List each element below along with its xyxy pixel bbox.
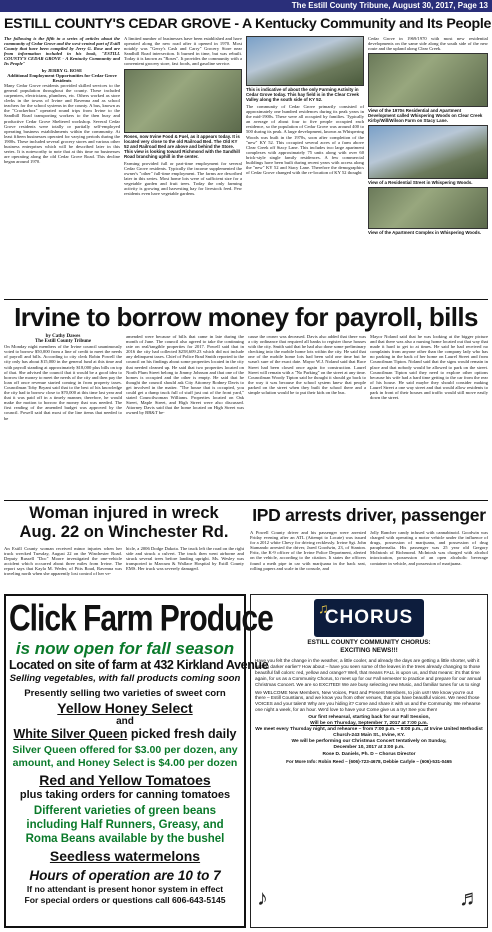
feature-col-2 [124,36,242,196]
irvine-body-4: Mayor Noland said that he was looking at the bigger picture and that there was also a nursing home located out that way that made it hard to get to at times. He said he had received no complaints from anyone other than the company lady who has no parking in the back of her home on Laurel Street and from Councilman Tipton. Noland said that the signs would remain in place and that nobody would be allowed to park on the street. Councilman Tipton said they need to explore other options because his wife had a hard time getting to the car from the rear of his house. He said maybe they should consider making Laurel Street a one way street and that would allow residents to park in front of their houses and traffic would still move easily down the street. [370,334,488,401]
produce-ad-yellow-honey: Yellow Honey Select [57,700,193,716]
ipd-body-2: Jolly Rancher candy infused with cannabinoid. Goodwin was charged with operating a motor vehicle under the influence of drugs, possession of marijuana, and possession of drug paraphernalia. His passenger was 25 year old Gregory McIntosh of Richmond. McIntosh was charged with alcohol intoxication, possession of an open alcoholic beverage container in vehicle, and possession of marijuana. [370,530,488,566]
hay-field-photo [246,36,364,86]
music-note-icon-right: ♬ [459,885,481,910]
feature-subhead: Additional Employment Opportunities for Cedar Grove Residents [7,72,117,83]
produce-ad-selling: Selling vegetables, with fall products coming soon [9,673,241,684]
feature-col1-body: Many Cedar Grove residents provided skilled services to the general population throughout the county. These included carpenters, electricians, plumbers, etc. Others worked as store clerks in the towns of Irvine and Ravenna and as school teachers for the school systems in the county. A bus, known as the "Crackerbox" operated round trips from Irvine to the Sandhill Road transporting workers to the then busy and productive Cedar Grove Sheltered workshop. Several Cedar Grove residents were totally or partially self-employed operating business establishments within the community. At least fifteen businesses operated for varying periods during the 1900s. These included several grocery stores and various other business enterprises which will be described later in this series. It is noteworthy to note that at this time no businesses are operating along the old Cedar Grove Road. This decline began around 1970. [4,82,120,165]
produce-ad-canning: plus taking orders for canning tomatoes [19,789,231,801]
wreck-body-2: hicle, a 2006 Dodge Dakota. The truck left the road on the right side and struck a culvert. The truck then went airborne and struck several trees before landing upright. Ms. Wesley was transported to Marcum & Wallace Hospital by Estill County EMS. Her truck was severely damaged. [126,546,244,572]
whispering-woods-caption: View of the 1970s Residential and Apartment Development called Whispering Woods on Clear Creek Kirby/Will/Wilson Farm on Stacy Lane. [368,108,483,124]
produce-ad-title: Click Farm Produce [9,597,273,639]
irvine-byline: by Cathy Dawes [45,334,81,339]
residential-street-photo [368,125,488,179]
music-notes-icon: ♫ [318,602,329,617]
produce-ad-watermelons: Seedless watermelons [49,848,201,864]
feature-byline: by JERRY G. ROSE [41,67,83,73]
feature-col-4 [368,36,488,235]
chorus-body: Have you felt the change in the weather, a little cooler, and already the days are getting a little shorter, with it getting darker earlier? How about – have you seen some of the leaves in the trees already changing to those beautiful fall colors: red, yellow and orange? Well, that means FALL is upon us, and that means: it's that time again, for us as a Community Chorus, to meet up for our Fall semester to practice and prepare for our annual Christmas Concert. We are so EXCITED! We are busy selecting new Music, and familiar tunes for us to sing! [255,658,482,687]
feature-col3-body: The community of Cedar Grove primarily consisted of approximately one hundred residences during its peak years in the mid-1900s. These were all occupied by families. Typically an average of about four to five people occupied each residence, so the population of Cedar Grove was around 400 to 500 during its peak. A large development, known as Whispering Woods was built in the 1970s, soon after completion of the "new" KY 52. This occupied several acres of a farm above Clear Creek off Stacy Lane. This includes two large apartment complexes with approximately 75 units along with over 60 brick-style single family residences. A few commercial buildings have been built during recent years with access along the "new" KY 52 and Stacy Lane. Therefore the demographics of Cedar Grove changed with the re-location of KY 52 thought [246,104,364,176]
chorus-logo [314,599,424,637]
produce-ad-white-silver [9,727,241,742]
feature-col2-body-b: Farming provided full or part-time employment for several Cedar Grove residents. Typically the income supplemented the owner's "other" full-time employment. The farms are described later in this series. Most home lots were of sufficient size for a vegetable garden and fruit trees. Today the only farming activity is growing and harvesting hay for livestock feed. Few residents even have vegetable gardens. [124,160,242,197]
section-divider-2 [4,500,488,501]
section-divider-1 [4,299,488,300]
feature-title: ESTILL COUNTY'S CEDAR GROVE - A Kentucky Community and Its People [4,16,492,32]
chorus-first-rehearsal: Our first rehearsal, starting back for our Fall Session, [308,715,430,721]
chorus-logo-text: CHORUS [324,607,414,628]
chorus-subtitle: ESTILL COUNTY COMMUNITY CHORUS: [307,639,431,646]
produce-ad-picked-fresh: picked fresh daily [130,727,237,741]
produce-ad-open: is now open for fall season [15,639,235,658]
feature-intro: The following is the fifth in a series of articles about the community of Cedar Grove and the west-central part of Estill County that have been compiled by Jerry G. Rose and are from information included in his book, "ESTILL COUNTY'S CEDAR GROVE - A Kentucky Community and Its People" [4,36,120,67]
produce-ad-sweet-corn: Presently selling two varieties of sweet corn [24,688,226,699]
produce-ad-green-beans: Different varieties of green beans including Half Runners, Greasy, and Roma Beans available by the bushel [25,805,225,845]
apartment-complex-caption: View of the Apartment Complex in Whispering Woods. [368,230,482,236]
music-note-icon-left: ♪ [257,885,268,910]
chorus-body-welcome: We WELCOME New Members, New Voices, Past and Present Members, to join us!!! We know you're out there – Estill Countians, and we know you from other venues, that you have beautiful voices. We need those VOICES and your talent! Why are you hiding it? Come and share it with us and the Community. We rehearse one night a week, for an hour. We'd love to have you! Come give us a try! See you then! [255,689,481,713]
irvine-headline: Irvine to borrow money for payroll, bills [14,302,478,332]
feature-col-1 [4,36,120,164]
hay-photo-caption: This is indicative of about the only Farming Activity in Cedar Grove today. This hay field is in the Clear Creek Valley along the south side of KY 52. [246,87,359,102]
wreck-headline-line-2: Aug. 22 on Winchester Rd. [19,523,229,541]
click-farm-produce-ad [4,594,273,928]
ipd-headline: IPD arrests driver, passenger [252,505,486,525]
whispering-woods-photo [368,53,488,107]
community-chorus-ad [250,594,488,928]
irvine-col-1 [4,334,122,421]
feature-col-3 [246,36,364,175]
feature-col2-body: A limited number of businesses have been established and have operated along the new road after it opened in 1970. Most notably was "Gerry's Cash and Carry" Grocery Store near Sandhill Road intersection. It burned in time, but was rebuilt. Today it is known as "Roses". It provides the community with a convenient grocery store, fast foods, and gasoline service. [124,36,242,67]
chorus-concert: We will be performing our Christmas Concert tentatively on Sunday, December 10, 2017 at 3:00 p.m. [291,739,447,751]
produce-ad-tomatoes: Red and Yellow Tomatoes [39,772,211,788]
irvine-body-1: On Monday night members of the Irvine council unanimously voted to borrow $50,000 from a line of credit to meet the needs of payroll and bills. According to city clerk Robin Powell the city only has about $15,000 in the general fund at this time and with payroll standing at approximately $18,000 plus bills on top of that. She advised the council that it would be a good idea to borrow the money to meet the needs of the city and then pay the loan off once revenue started coming in from property taxes. Councilman Toby Bryant said that to the best of his knowledge the city had to borrow close to $70,000 at this time last year and that it was paid off in a timely manner, therefore, he would make the motion to borrow the money that was needed. The first reading of the amended budget was approved by the council. Powell said that most of the line items that needed to be [4,344,122,421]
page-header-bar: The Estill County Tribune, August 30, 2017, Page 13 [0,0,492,12]
chorus-first-date: Will be on Thursday, September 7, 2017 at 7:00 p.m. [310,721,428,727]
produce-ad-phone: For special orders or questions call 606-643-5145 [24,895,226,905]
produce-ad-and: and [116,716,134,727]
produce-ad-honor: If no attendant is present honor system in effect [26,884,224,894]
feature-col4-body: Cedar Grove in 1969/1970 with most new residential developments on the same side along the south side of the new route and the upland along Clear Creek. [368,36,488,52]
irvine-byline-paper: The Estill County Tribune [34,339,92,345]
chorus-exciting-news: EXCITING NEWS!!! [340,647,398,654]
wreck-headline-line-1: Woman injured in wreck [29,504,219,522]
irvine-body-3: cause the owner was deceased. Davis also added that there was a city ordinance that required all banks to register those houses with the city. Smith said that he had also done some preliminary checking into the mobile home lots within the city. He said that one of the mobile home lots had been sold one time but he wasn't sure of the exact date. Mayor W.J. Noland said that Race Street had been closed once again for construction. Laurel Street will remain with a "No Parking" on the street at any time. Councilman Woody Tipton said he thought it should go back to the way it was because the school system knew that people parked on the street when they built the school there and a simple solution would be to put their kids on the bus. [248,334,366,396]
roses-photo-caption: Roses, now Irvine Food & Fuel, as it appears today. It is located very close to the old Railroad Bed. The Old KY 52 and Railroad Bed are above and behind the Store. This view is looking toward Richmond with the Sandhill Road branching uphill in the center. [124,133,240,159]
irvine-body-2: amended were because of bills that came in late during the month of June. The council also agreed to take the continuing rate on real/tangible properties for 2017. Powell said that in 2016 the city had collected $258,609.23 which did not include any delinquent taxes. Chief of Police Brad Smith reported to the council on his findings about some properties located in the city that needed cleaned up. He said that two properties located on North Plum Street belong to Jimmy Johnson and that one of the homes is occupied and the other is empty. He said that he thought the council should ask City Attorney Rodney Davis to get involved in the matter. "The house that is occupied, you could get a dump truck full of stuff just out of the front yard," stated Councilwoman Williams. Properties located on Oak Street, Maple Street, and High Street were also discussed. Attorney Davis said that the home located on High Street was owned by BB&T be- [126,334,245,416]
apartment-complex-photo [368,187,488,229]
produce-ad-location: Located on site of farm at 432 Kirkland Avenue [9,658,269,672]
chorus-info: For More Info: Robin Reed – (606)-723-4678, Debbie Carlyle – (606)-531-0465 [286,759,452,765]
residential-street-caption: View of a Residential Street in Whispering Woods. [368,180,473,186]
chorus-weekly: We meet every Thursday night, and rehearse – from 7:00 p.m. – 8:00 p.m., at Irvine United Methodist Church-243 Main St., Irvine, KY. [255,727,483,739]
roses-store-photo [124,69,242,133]
produce-ad-prices: Silver Queen offered for $3.00 per dozen, any amount, and Honey Select is $4.00 per dozen [12,744,238,769]
ipd-body-1: A Powell County driver and his passenger were arrested Friday evening after an ATL (Attempt to Locate) was issued for a 2012 white Chevy for driving recklessly. Irvine Sgt. John Stamando arrested the driver, Jared Goodwin, 23, of Stanton. Fritz, the K-9 officer of the Irvine Police Department, alerted on the vehicle, according to the citation. It states the officers found a meth pipe in car with marijuana in the back seat, rolling papers and scale in the console, and [250,530,366,571]
produce-ad-hours: Hours of operation are 10 to 7 [29,868,221,883]
wreck-body-1: An Estill County woman received minor injuries when her truck wrecked Tuesday, August 22 on the Winchester Road. Deputy Russell "Doc" Moore investigated the one-vehicle accident which occurred about three miles from Irvine. The report says that Kayla M. Weder, of Pitts Road, Ravenna was traveling north when she apparently lost control of her ve- [4,546,122,577]
produce-ad-white-silver-name: White Silver Queen [13,727,128,741]
chorus-director: Rose D. Daniels, Ph. D – Chorus Director [322,752,416,758]
